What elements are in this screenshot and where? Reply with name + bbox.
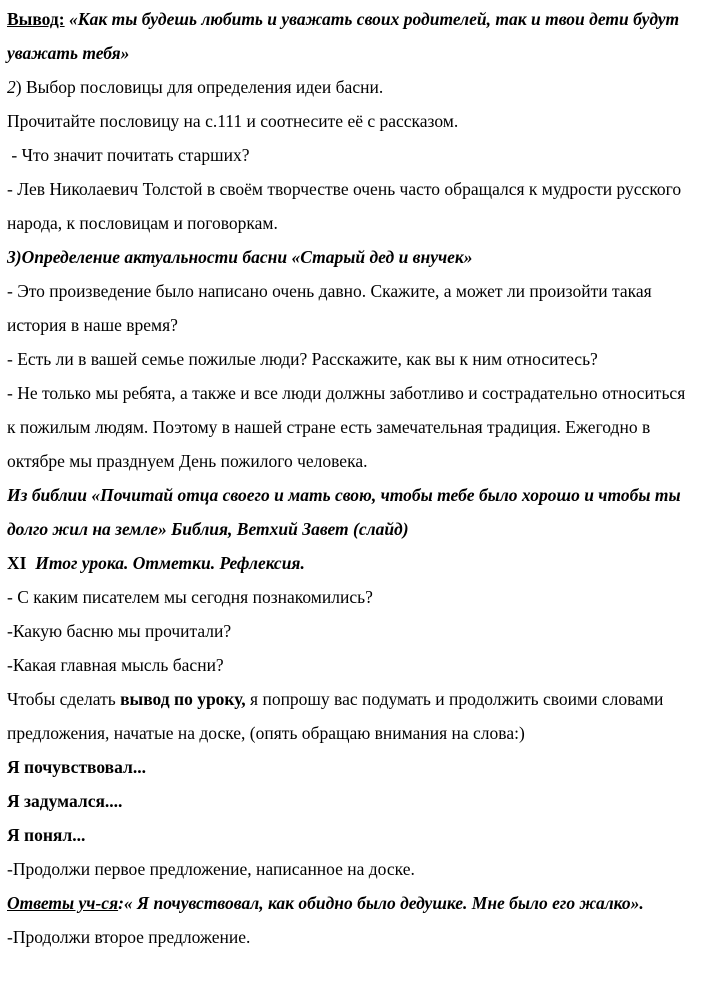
paragraph [7, 920, 697, 954]
text-run: -Продолжи второе предложение. [7, 927, 251, 947]
paragraph [7, 274, 697, 342]
text-run: Итог урока. Отметки. Рефлексия. [26, 553, 305, 573]
paragraph [7, 240, 697, 274]
paragraph [7, 886, 697, 920]
paragraph [7, 2, 697, 70]
text-run: Чтобы сделать [7, 689, 121, 709]
text-run: Я задумался.... [7, 791, 123, 811]
text-run: Из библии «Почитай отца своего и мать свою, чтобы тебе было хорошо и чтобы ты долго жил на земле» Библия, Ветхий Завет (слайд) [7, 485, 685, 539]
paragraph [7, 852, 697, 886]
paragraph [7, 104, 697, 138]
text-run: - Есть ли в вашей семье пожилые люди? Расскажите, как вы к ним относитесь? [7, 349, 598, 369]
text-run: Я почувствовал... [7, 757, 146, 777]
text-run: -Продолжи первое предложение, написанное на доске. [7, 859, 415, 879]
text-run: -Какую басню мы прочитали? [7, 621, 232, 641]
text-run: я попрошу вас подумать и продолжить своими словами предложения, начатые на доске, (опять обращаю внимания на слова:) [7, 689, 668, 743]
text-run: вывод по уроку, [120, 689, 246, 709]
paragraph [7, 478, 697, 546]
text-run: «Как ты будешь любить и уважать своих родителей, так и твои дети будут уважать тебя» [7, 9, 684, 63]
text-run: - Что значит почитать старших? [7, 145, 250, 165]
text-run: Прочитайте пословицу на с.111 и соотнесите её с рассказом. [7, 111, 459, 131]
text-run: - Это произведение было написано очень давно. Скажите, а может ли произойти такая история в наше время? [7, 281, 657, 335]
paragraph [7, 682, 697, 750]
text-run: 3)Определение актуальности басни «Старый дед и внучек» [7, 247, 473, 267]
paragraph [7, 784, 697, 818]
paragraph [7, 546, 697, 580]
paragraph [7, 750, 697, 784]
paragraph [7, 342, 697, 376]
paragraph [7, 138, 697, 172]
paragraph [7, 818, 697, 852]
text-run: XI [7, 553, 27, 573]
paragraph [7, 614, 697, 648]
text-run: ) Выбор пословицы для определения идеи басни. [15, 77, 384, 97]
text-run: Я понял... [7, 825, 86, 845]
text-run: - Не только мы ребята, а также и все люди должны заботливо и сострадательно относиться к пожилым людям. Поэтому в нашей стране есть замечательная традиция. Ежегодно в октябре мы празднуем День пожилого человека. [7, 383, 690, 471]
paragraph [7, 376, 697, 478]
text-run: -Какая главная мысль басни? [7, 655, 224, 675]
text-run: :« Я почувствовал, как обидно было дедушке. Мне было его жалко». [118, 893, 644, 913]
paragraph [7, 580, 697, 614]
text-run: - С каким писателем мы сегодня познакомились? [7, 587, 373, 607]
paragraph [7, 648, 697, 682]
text-run: - Лев Николаевич Толстой в своём творчестве очень часто обращался к мудрости русского народа, к пословицам и поговоркам. [7, 179, 686, 233]
paragraph [7, 172, 697, 240]
text-run: 2 [7, 77, 16, 97]
paragraph [7, 70, 697, 104]
text-run: Ответы уч-ся [7, 893, 119, 913]
text-run: Вывод: [7, 9, 65, 29]
